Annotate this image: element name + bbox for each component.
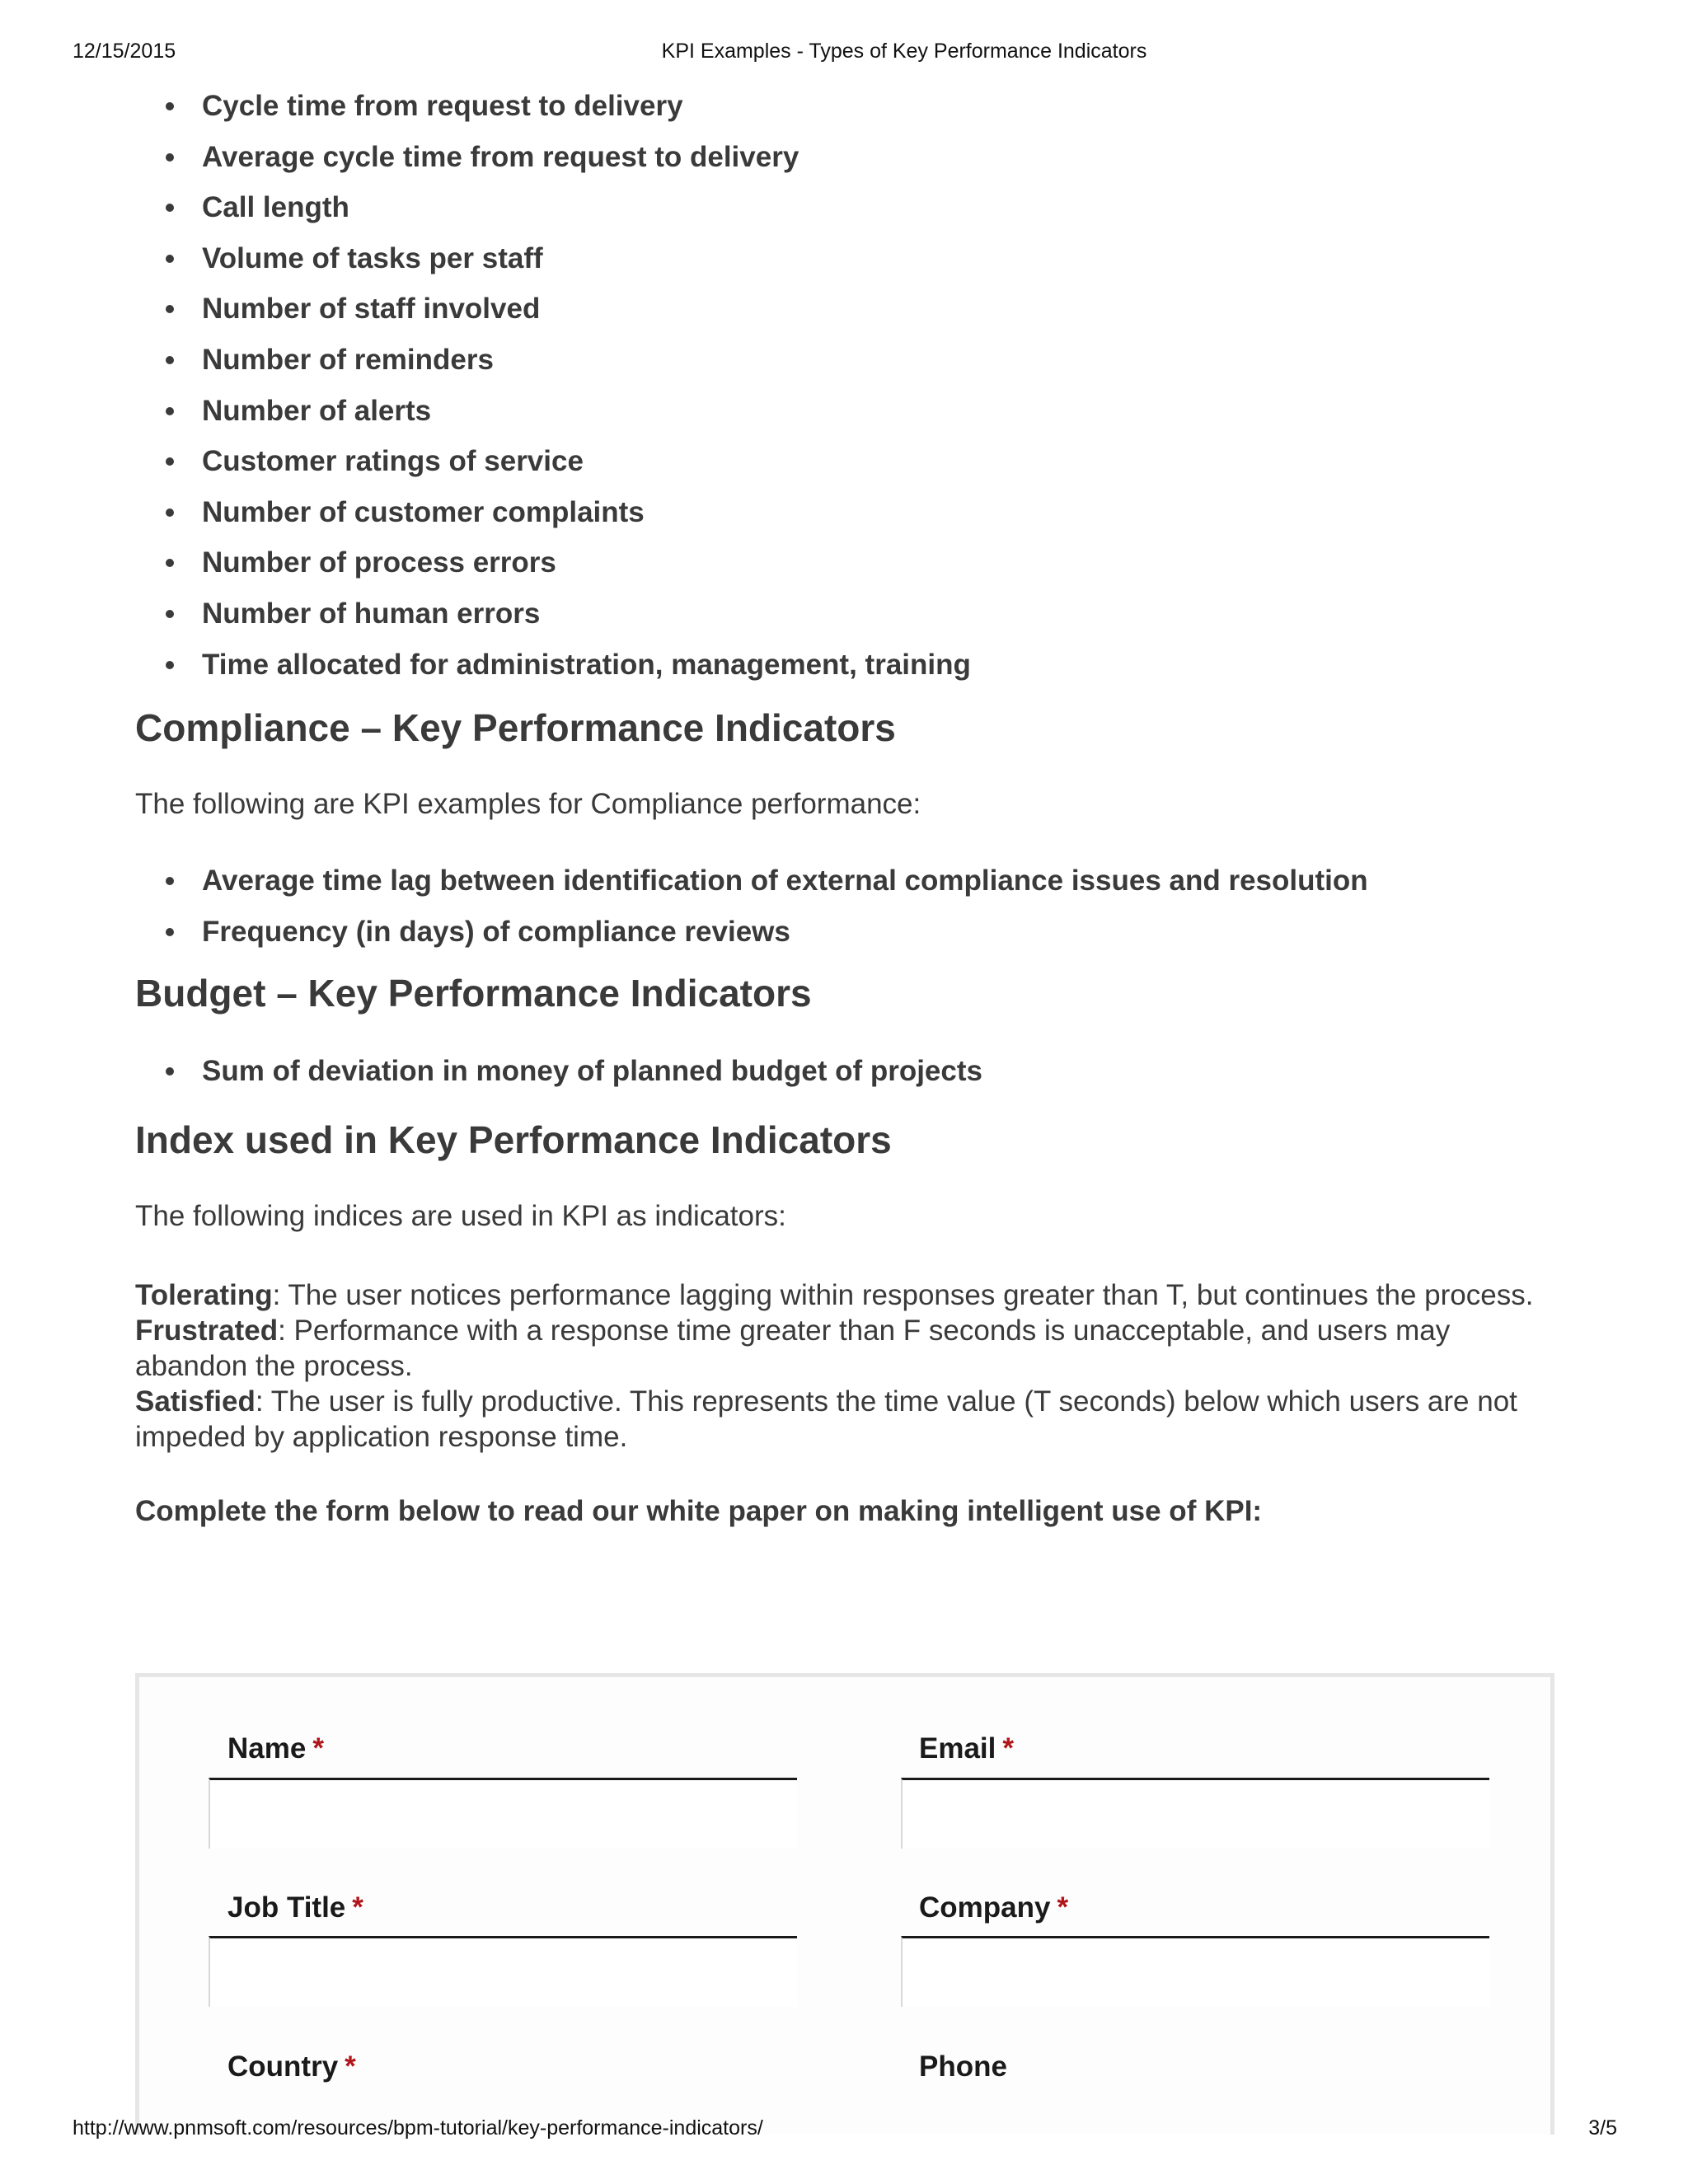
- email-label: Email *: [919, 1732, 1015, 1765]
- bullet-icon: [166, 1067, 174, 1076]
- bullet-icon: [166, 509, 174, 517]
- list-item: Cycle time from request to delivery: [135, 81, 1561, 132]
- bullet-icon: [166, 877, 174, 885]
- required-icon: *: [1002, 1732, 1015, 1765]
- print-header: [0, 40, 1688, 68]
- bullet-icon: [166, 928, 174, 936]
- company-input[interactable]: [901, 1936, 1489, 2007]
- list-item: Average time lag between identification of external compliance issues and resolution: [135, 855, 1561, 907]
- index-heading: Index used in Key Performance Indicators: [135, 1118, 892, 1161]
- index-intro: The following indices are used in KPI as indicators:: [135, 1199, 786, 1232]
- definition-satisfied: Satisfied: The user is fully productive. This represents the time value (T seconds) below which users are not impeded by application response time.: [135, 1385, 1517, 1453]
- bullet-icon: [166, 255, 174, 263]
- email-input[interactable]: [901, 1778, 1489, 1849]
- definition-frustrated: Frustrated: Performance with a response time greater than F seconds is unacceptable, and users may abandon the process.: [135, 1314, 1451, 1382]
- list-item: Number of customer complaints: [135, 487, 1561, 538]
- list-item: Number of reminders: [135, 335, 1561, 386]
- list-item: Time allocated for administration, management, training: [135, 640, 1561, 691]
- compliance-intro: The following are KPI examples for Compliance performance:: [135, 788, 921, 821]
- budget-kpi-list: [135, 1046, 1561, 1097]
- company-label: Company *: [919, 1891, 1069, 1924]
- bullet-icon: [166, 153, 174, 162]
- bullet-icon: [166, 102, 174, 110]
- phone-label: Phone: [919, 2050, 1007, 2083]
- compliance-kpi-list: [135, 855, 1561, 957]
- print-footer: [0, 2116, 1688, 2144]
- list-item: Volume of tasks per staff: [135, 233, 1561, 284]
- bullet-icon: [166, 305, 174, 313]
- form-call-to-action: Complete the form below to read our white paper on making intelligent use of KPI:: [135, 1494, 1263, 1527]
- bullet-icon: [166, 356, 174, 364]
- page-number: 3/5: [1588, 2116, 1617, 2139]
- whitepaper-form: [135, 1673, 1554, 2135]
- print-page-title: KPI Examples - Types of Key Performance Indicators: [661, 40, 1147, 63]
- print-date: 12/15/2015: [73, 40, 176, 63]
- list-item: Sum of deviation in money of planned budget of projects: [135, 1046, 1561, 1097]
- required-icon: *: [1057, 1891, 1069, 1924]
- list-item: Average cycle time from request to delivery: [135, 132, 1561, 183]
- required-icon: *: [345, 2050, 356, 2083]
- bullet-icon: [166, 457, 174, 466]
- budget-heading: Budget – Key Performance Indicators: [135, 972, 812, 1015]
- index-definitions: [135, 1277, 1561, 1455]
- print-url: http://www.pnmsoft.com/resources/bpm-tutorial/key-performance-indicators/: [73, 2116, 763, 2139]
- list-item: Number of process errors: [135, 537, 1561, 588]
- compliance-heading: Compliance – Key Performance Indicators: [135, 706, 896, 750]
- list-item: Number of staff involved: [135, 284, 1561, 335]
- list-item: Frequency (in days) of compliance reviews: [135, 907, 1561, 958]
- process-kpi-list: [135, 81, 1561, 690]
- name-input[interactable]: [209, 1778, 797, 1849]
- country-label: Country *: [227, 2050, 356, 2083]
- bullet-icon: [166, 204, 174, 212]
- job-title-label: Job Title *: [227, 1891, 363, 1924]
- list-item: Number of human errors: [135, 588, 1561, 640]
- required-icon: *: [352, 1891, 363, 1924]
- name-label: Name *: [227, 1732, 324, 1765]
- job-title-input[interactable]: [209, 1936, 797, 2007]
- definition-tolerating: Tolerating: The user notices performance lagging within responses greater than T, but continues the process.: [135, 1278, 1534, 1311]
- list-item: Call length: [135, 182, 1561, 233]
- required-icon: *: [312, 1732, 324, 1765]
- bullet-icon: [166, 407, 174, 415]
- bullet-icon: [166, 661, 174, 669]
- bullet-icon: [166, 610, 174, 618]
- list-item: Number of alerts: [135, 386, 1561, 437]
- bullet-icon: [166, 559, 174, 567]
- article-content: [135, 81, 1561, 1529]
- list-item: Customer ratings of service: [135, 436, 1561, 487]
